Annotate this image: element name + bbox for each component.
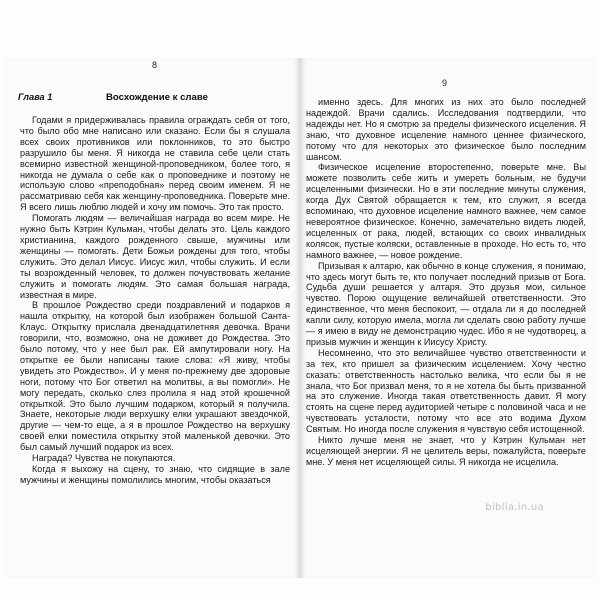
paragraph: Никто лучше меня не знает, что у Кэтрин Кульман нет исцеляющей энергии. Я не целитель веры, пожалуйста, поверьте мне. У меня нет исцеляющей силы. Я никогда не исцелила.	[306, 435, 586, 467]
paragraph: В прошлое Рождество среди поздравлений и подарков я нашла открытку, на которой был изображен большой Санта-Клаус. Открытку прислала двенадцатилетняя девочка. Врачи говорили, что, возможно, она не доживет до Рождества. Это было потому, что у нее был рак. Ей ампутировали ногу. На открытке ее были написаны такие слова: «Я живу, чтобы увидеть это Рождество». И у меня по-прежнему две здоровые ноги, потому что Бог ответил на молитвы, а вы помогли». Не могу передать, сколько слез пролила я над этой крошечной открыткой. Это было лучшим подарком, который я получила. Знаете, некоторые люди верхушку елки украшают звездочкой, другие — чем-то еще, а я в прошлое Рождество на верхушку своей елки поместила открытку этой маленькой девочки. Это был самый лучший подарок из всех.	[20, 300, 290, 453]
chapter-title: Восхождение к славе	[106, 92, 208, 103]
right-page	[300, 58, 596, 578]
paragraph: Физическое исцеление второстепенно, поверьте мне. Вы можете позволить себе жить и умереть больным, не будучи исцеленными физически. Но в эти последние минуты служения, когда Дух Святой обращается к тем, кто служит, я всегда вспоминаю, что духовное исцеление намного важнее, чем самое невероятное физическое. Конечно, замечательно видеть людей, исцеленных от рака, людей, встающих со своих инвалидных колясок, пустые коляски, оставленные в проходе. Но есть то, что намного важнее, — новое рождение.	[306, 162, 586, 260]
page-number-right: 9	[442, 78, 448, 88]
paragraph: Несомненно, что это величайшее чувство ответственности и за тех, кто пришел за физическим исцелением. Хочу честно сказать: ответственность настолько велика, что если бы я не знала, что Бог призвал меня, то я не хотела бы быть призванной на это служение. Иногда такая ответственность давит. Я могу стоять на сцене перед аудиторией четыре с половиной часа и не чувствовать усталости, потому что все это водима Духом Святым. Но иногда после служения я чувствую себя истощенной.	[306, 347, 586, 435]
page-number-left: 8	[152, 60, 158, 70]
paragraph: Годами я придерживалась правила ограждать себя от того, что было обо мне написано или сказано. Если бы я слушала всех своих противников или поклонников, то это быстро разрушило бы меня. Я никогда не ставила себе цели стать всемирно известной женщиной-проповедником, более того, я никогда не думала о себе как о проповеднике и поэтому не использую слово «преподобная» перед своим именем. Я не рассматриваю себя как женщину-проповедника. Поверьте мне. Я всего лишь люблю людей и хочу им помочь. Это так просто.	[20, 115, 290, 213]
left-page	[6, 58, 300, 578]
left-page-text	[20, 115, 290, 486]
watermark: biblia.in.ua	[485, 502, 544, 513]
paragraph: Награда? Чувства не покупаются.	[32, 453, 176, 464]
right-page-text	[306, 97, 586, 468]
paragraph: именно здесь. Для многих из них это было последней надеждой. Врачи сдались. Исследования подтвердили, что надежды нет. Но я смотрю за пределы физического исцеления. Я знаю, что духовное исцеление намного ценнее физического, потому что для некоторых это физическое было последним шансом.	[306, 97, 586, 162]
paragraph: Призывая к алтарю, как обычно в конце служения, я понимаю, что здесь могут быть те, кто получает последний призыв от Бога. Судьба души решается у алтаря. Это друзья мои, сильное чувство. Порою ощущение величайшей ответственности. Это единственное, что меня беспокоит, — отдала ли я до последней капли силу, которую имела, могла ли сделать свою работу лучше — я имею в виду не демонстрацию чудес. Ибо я не чудотворец, а призыв мужчин и женщин к Иисусу Христу.	[306, 260, 586, 347]
paragraph: Помогать людям — величайшая награда во всем мире. Не нужно быть Кэтрин Кульман, чтобы делать это. Цель каждого христианина, каждого рожденного свыше, мужчины или женщины — помогать. Дети Божьи рождены для того, чтобы служить. Это делал Иисус. Иисус жил, чтобы служить. И если ты возрожденный человек, то должен почувствовать желание служить и помогать людям. Это самая большая награда, известная в мире.	[20, 213, 290, 300]
chapter-label: Глава 1	[18, 92, 53, 102]
paragraph: Когда я выхожу на сцену, то знаю, что сидящие в зале мужчины и женщины помолились многим, чтобы оказаться	[20, 464, 290, 485]
